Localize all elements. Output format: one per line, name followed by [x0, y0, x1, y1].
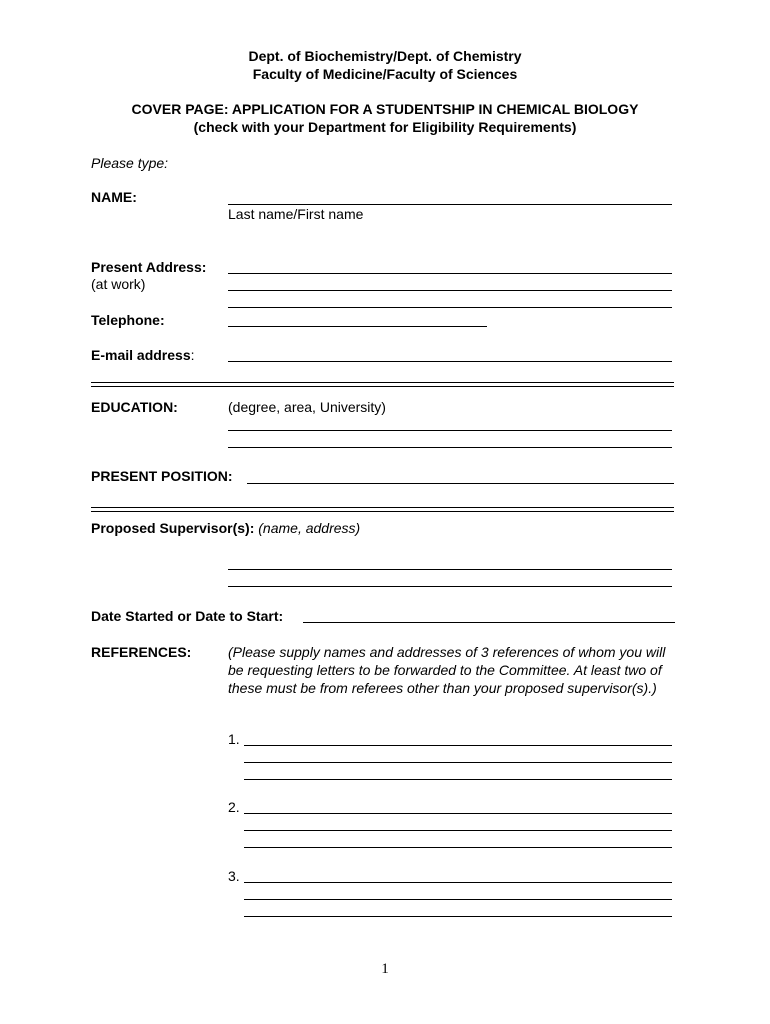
references-label: REFERENCES:	[91, 644, 192, 660]
name-hint: Last name/First name	[228, 206, 364, 222]
reference-number-3: 3.	[228, 868, 240, 884]
reference-number-2: 2.	[228, 799, 240, 815]
faculty-line: Faculty of Medicine/Faculty of Sciences	[252, 66, 518, 82]
date-field-line[interactable]	[303, 622, 675, 623]
instruction-text: Please type:	[91, 155, 169, 171]
reference-2-line-2[interactable]	[244, 830, 672, 831]
name-field-line[interactable]	[228, 204, 672, 205]
education-field-line-2[interactable]	[228, 447, 672, 448]
reference-number-1: 1.	[228, 731, 240, 747]
dept-line: Dept. of Biochemistry/Dept. of Chemistry	[248, 48, 522, 64]
name-label: NAME:	[91, 189, 137, 205]
supervisor-field-line-1[interactable]	[228, 569, 672, 570]
page-subtitle: (check with your Department for Eligibility Requirements)	[193, 119, 577, 135]
reference-2-line-1[interactable]	[244, 813, 672, 814]
references-hint: (Please supply names and addresses of 3 references of whom you will be requesting letters to be forwarded to the Committee. At least two of these must be from referees other than your proposed supervisor(s).)	[228, 644, 666, 696]
reference-3-line-2[interactable]	[244, 899, 672, 900]
supervisor-field-line-2[interactable]	[228, 586, 672, 587]
education-field-line-1[interactable]	[228, 430, 672, 431]
address-field-line-3[interactable]	[228, 307, 672, 308]
email-field-line[interactable]	[228, 361, 672, 362]
telephone-label: Telephone:	[91, 312, 165, 328]
reference-1-line-3[interactable]	[244, 779, 672, 780]
education-hint: (degree, area, University)	[228, 399, 386, 415]
address-sublabel: (at work)	[91, 276, 146, 292]
supervisor-label: Proposed Supervisor(s): (name, address)	[91, 520, 361, 536]
reference-2-line-3[interactable]	[244, 847, 672, 848]
reference-1-line-1[interactable]	[244, 745, 672, 746]
position-label: PRESENT POSITION:	[91, 468, 233, 484]
reference-1-line-2[interactable]	[244, 762, 672, 763]
telephone-field-line[interactable]	[228, 326, 487, 327]
page-number: 1	[381, 961, 389, 977]
reference-3-line-3[interactable]	[244, 916, 672, 917]
address-label: Present Address:	[91, 259, 207, 275]
email-label: E-mail address:	[91, 347, 195, 363]
education-label: EDUCATION:	[91, 399, 178, 415]
reference-3-line-1[interactable]	[244, 882, 672, 883]
page-title: COVER PAGE: APPLICATION FOR A STUDENTSHIP IN CHEMICAL BIOLOGY	[131, 101, 639, 117]
address-field-line-2[interactable]	[228, 290, 672, 291]
address-field-line-1[interactable]	[228, 273, 672, 274]
date-label: Date Started or Date to Start:	[91, 608, 284, 624]
position-field-line[interactable]	[247, 483, 674, 484]
